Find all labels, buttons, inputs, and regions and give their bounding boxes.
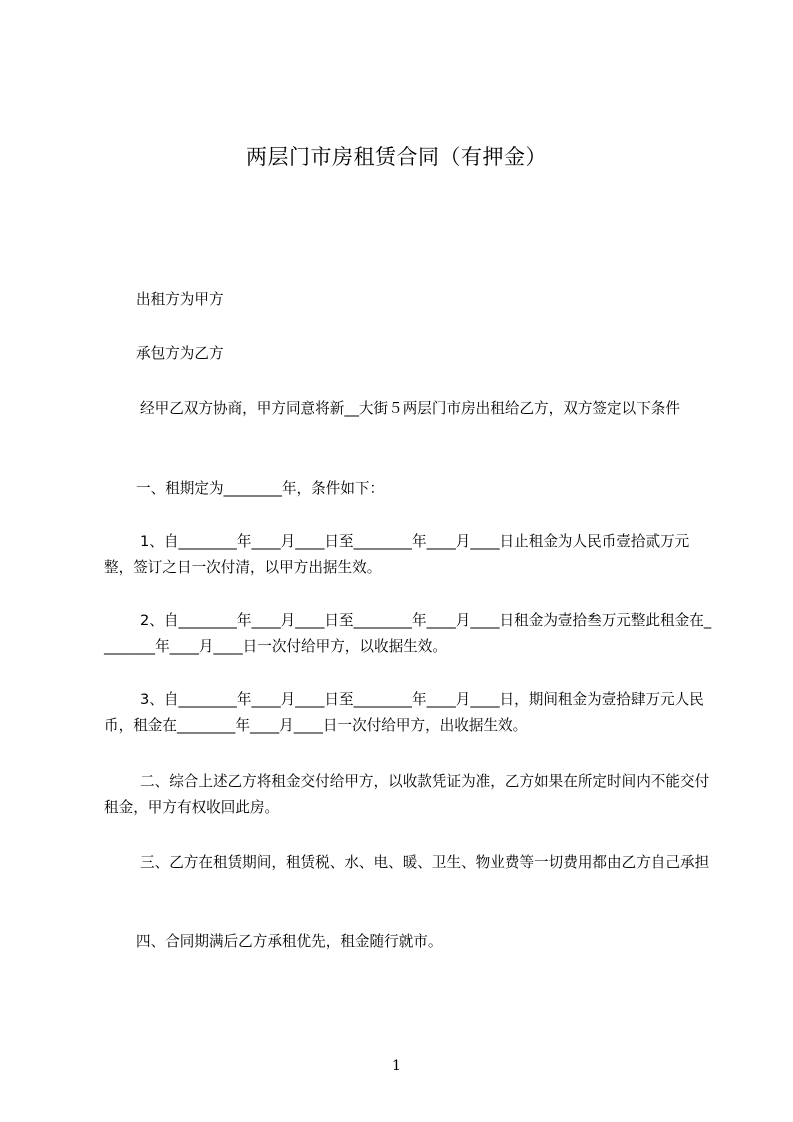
page-number: 1 xyxy=(392,1058,401,1074)
paragraph-clause-4: 四、合同期满后乙方承租优先，租金随行就市。 xyxy=(136,933,443,950)
paragraph-clause-1: 一、租期定为________年，条件如下： xyxy=(136,480,385,497)
paragraph-item-1: 1、自________年____月____日至________年____月____日止租金为人民币壹拾贰万元整，签订之日一次付清，以甲方出据生效。 xyxy=(104,533,690,576)
paragraph-lessor: 出租方为甲方 xyxy=(136,291,224,308)
paragraph-lessee: 承包方为乙方 xyxy=(136,345,224,362)
paragraph-item-2: 2、自________年____月____日至________年____月____日租金为壹拾叁万元整此租金在________年____月____日一次付给甲方，以收据生效。 xyxy=(104,612,712,655)
paragraph-clause-2: 二、综合上述乙方将租金交付给甲方，以收款凭证为准，乙方如果在所定时间内不能交付租金，甲方有权收回此房。 xyxy=(104,773,710,816)
paragraph-item-3: 3、自________年____月____日至________年____月____日，期间租金为壹拾肆万元人民币，租金在________年____月____日一次付给甲方，出收据生效。 xyxy=(104,691,704,734)
document-title: 两层门市房租赁合同（有押金） xyxy=(246,145,547,169)
paragraph-intro: 经甲乙双方协商，甲方同意将新__大街５两层门市房出租给乙方，双方签定以下条件 xyxy=(140,400,680,417)
paragraph-clause-3: 三、乙方在租赁期间，租赁税、水、电、暖、卫生、物业费等一切费用都由乙方自己承担 xyxy=(140,854,710,871)
